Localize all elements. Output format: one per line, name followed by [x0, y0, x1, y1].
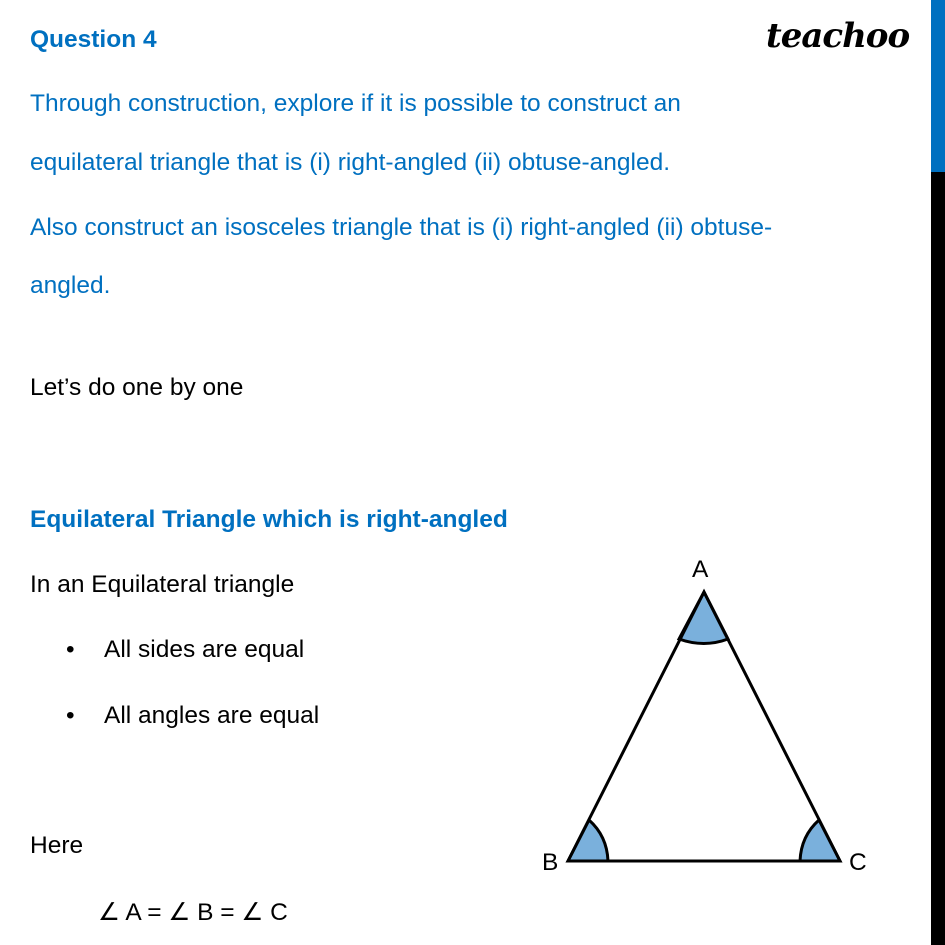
question-line: Through construction, explore if it is possible to construct an [30, 90, 681, 117]
teachoo-logo: teachoo [766, 16, 910, 56]
here-text: Here [30, 832, 84, 859]
section-heading: Equilateral Triangle which is right-angled [30, 506, 508, 533]
question-title: Question 4 [30, 26, 157, 53]
angle-equation: ∠ A = ∠ B = ∠ C [98, 899, 288, 926]
vertex-label-c: C [849, 849, 867, 876]
vertex-label-b: B [542, 849, 559, 876]
question-line: angled. [30, 272, 111, 299]
bullet-item: All sides are equal [104, 636, 305, 663]
bullet-dot: • [66, 702, 75, 729]
bullet-dot: • [66, 636, 75, 663]
vertex-label-a: A [692, 556, 709, 583]
angle-a-marker [679, 592, 728, 644]
question-line: Also construct an isosceles triangle that is (i) right-angled (ii) obtuse- [30, 214, 773, 241]
angle-b-marker [568, 820, 608, 861]
angle-c-marker [800, 820, 840, 861]
bullet-item: All angles are equal [104, 702, 320, 729]
intro-text: Let’s do one by one [30, 374, 244, 401]
question-line: equilateral triangle that is (i) right-angled (ii) obtuse-angled. [30, 149, 671, 176]
lead-text: In an Equilateral triangle [30, 571, 295, 598]
